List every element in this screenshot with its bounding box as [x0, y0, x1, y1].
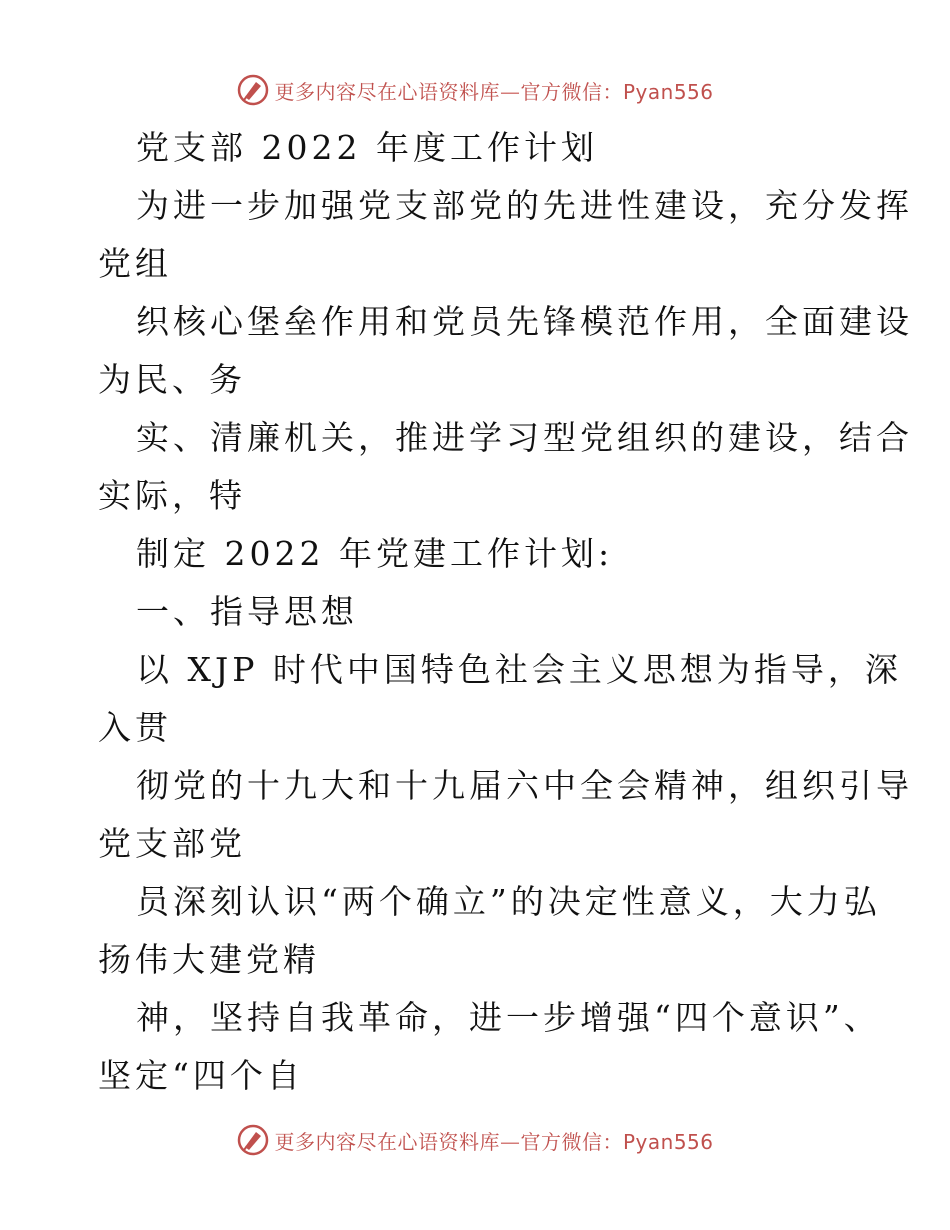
header-watermark — [0, 70, 950, 110]
paragraph-line: 制定 2022 年党建工作计划: — [136, 534, 614, 573]
paragraph-line: 以 XJP 时代中国特色社会主义思想为指导，深 — [136, 650, 902, 689]
paragraph-line: 织核心堡垒作用和党员先锋模范作用，全面建设 — [136, 302, 913, 341]
paragraph-line: 坚定“四个自 — [98, 1056, 304, 1095]
paragraph-line: 实际，特 — [98, 476, 246, 515]
watermark-text: 更多内容尽在心语资料库—官方微信：Pyan556 — [274, 79, 714, 104]
paragraph-line: 党支部党 — [98, 824, 246, 863]
paragraph-line: 扬伟大建党精 — [98, 940, 320, 979]
paragraph-line: 为民、务 — [98, 360, 246, 399]
paragraph-line: 党组 — [98, 244, 172, 283]
paragraph-line: 为进一步加强党支部党的先进性建设，充分发挥 — [136, 186, 913, 225]
paragraph-line: 彻党的十九大和十九届六中全会精神，组织引导 — [136, 766, 913, 805]
footer-watermark — [0, 1120, 950, 1160]
paragraph-line: 实、清廉机关，推进学习型党组织的建设，结合 — [136, 418, 913, 457]
document-title: 党支部 2022 年度工作计划 — [136, 128, 598, 167]
pen-nib-logo-icon — [236, 73, 270, 107]
paragraph-line: 入贯 — [98, 708, 172, 747]
pen-nib-logo-icon — [236, 1123, 270, 1157]
paragraph-line: 员深刻认识“两个确立”的决定性意义，大力弘 — [136, 882, 881, 921]
paragraph-line: 神，坚持自我革命，进一步增强“四个意识”、 — [136, 998, 881, 1037]
watermark-text: 更多内容尽在心语资料库—官方微信：Pyan556 — [274, 1129, 714, 1154]
section-heading: 一、指导思想 — [136, 592, 358, 631]
